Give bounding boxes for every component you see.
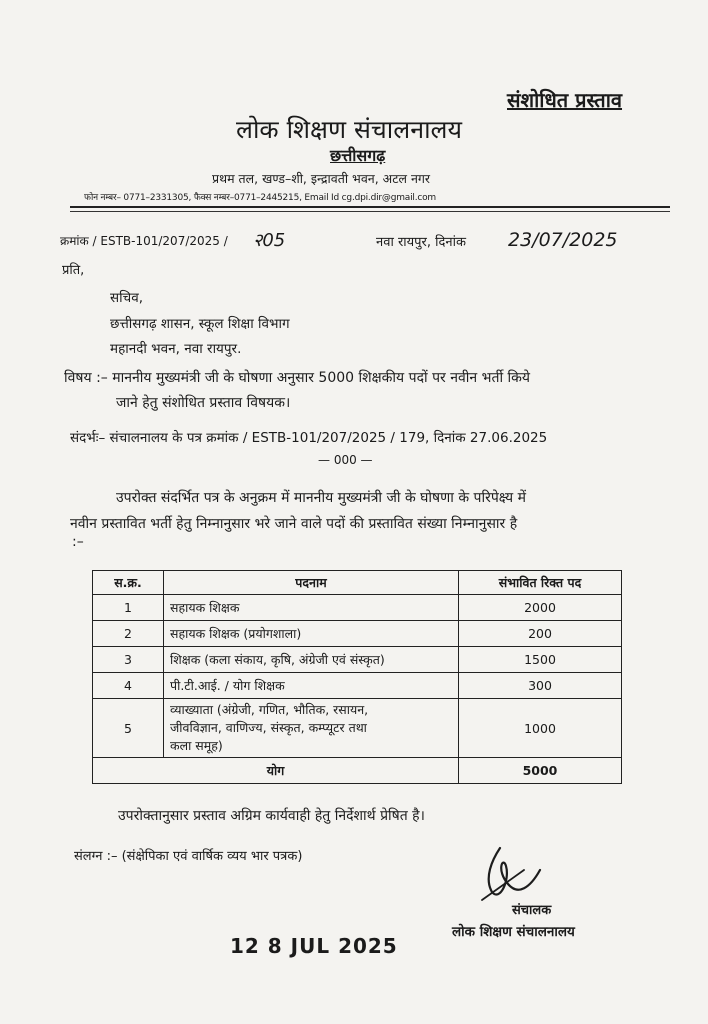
post-name-line: व्याख्याता (अंग्रेजी, गणित, भौतिक, रसायन, — [170, 702, 369, 717]
office-name: लोक शिक्षण संचालनालय — [236, 115, 462, 144]
recipient-line: महानदी भवन, नवा रायपुर. — [110, 341, 242, 357]
column-header: संभावित रिक्त पद — [459, 571, 622, 595]
subject-line: जाने हेतु संशोधित प्रस्ताव विषयक। — [116, 395, 291, 411]
post-name: सहायक शिक्षक (प्रयोगशाला) — [164, 621, 459, 647]
body-paragraph-line: :– — [72, 534, 84, 550]
table-row — [93, 647, 622, 673]
post-name: शिक्षक (कला संकाय, कृषि, अंग्रेजी एवं संस्कृत) — [164, 647, 459, 673]
office-address: प्रथम तल, खण्ड–शी, इन्द्रावती भवन, अटल नगर — [212, 171, 431, 186]
enclosure-note: संलग्न :– (संक्षेपिका एवं वार्षिक व्यय भार पत्रक) — [74, 849, 303, 864]
post-count: 200 — [459, 621, 622, 647]
recipient-line: सचिव, — [110, 290, 143, 306]
post-count: 300 — [459, 673, 622, 699]
table-row — [93, 699, 622, 758]
table-total-row — [93, 758, 622, 784]
serial-number: 1 — [93, 595, 164, 621]
column-header: स.क्र. — [93, 571, 164, 595]
post-count: 1000 — [459, 699, 622, 758]
serial-number: 4 — [93, 673, 164, 699]
total-label: योग — [93, 758, 459, 784]
body-paragraph-line: नवीन प्रस्तावित भर्ती हेतु निम्नानुसार भरे जाने वाले पदों की प्रस्तावित संख्या निम्नानुसार है — [70, 516, 518, 532]
header-rule — [70, 206, 670, 208]
signatory-office: लोक शिक्षण संचालनालय — [452, 924, 575, 940]
posts-table — [92, 570, 622, 784]
separator: — 000 — — [318, 453, 373, 467]
salutation-to: प्रति, — [62, 263, 85, 278]
post-name-line: कला समूह) — [170, 738, 223, 753]
office-contact: फोन नम्बर– 0771–2331305, फैक्स नम्बर–0771–2445215, Email Id cg.dpi.dir@gmail.com — [84, 193, 436, 203]
post-name: सहायक शिक्षक — [164, 595, 459, 621]
received-date-stamp: 12 8 JUL 2025 — [230, 934, 398, 958]
reference-number: क्रमांक / ESTB-101/207/2025 / — [60, 234, 228, 248]
place-date-label: नवा रायपुर, दिनांक — [376, 235, 466, 250]
header-rule-thin — [70, 211, 670, 212]
body-paragraph-line: उपरोक्त संदर्भित पत्र के अनुक्रम में माननीय मुख्यमंत्री जी के घोषणा के परिपेक्ष्य में — [116, 490, 526, 506]
table-header-row — [93, 571, 622, 595]
post-name: पी.टी.आई. / योग शिक्षक — [164, 673, 459, 699]
total-value: 5000 — [459, 758, 622, 784]
subject-line: विषय :– माननीय मुख्यमंत्री जी के घोषणा अनुसार 5000 शिक्षकीय पदों पर नवीन भर्ती किये — [64, 370, 531, 386]
table-row — [93, 673, 622, 699]
post-count: 1500 — [459, 647, 622, 673]
serial-number: 3 — [93, 647, 164, 673]
signatory-designation: संचालक — [512, 903, 552, 918]
recipient-line: छत्तीसगढ़ शासन, स्कूल शिक्षा विभाग — [110, 316, 290, 332]
post-name-line: जीवविज्ञान, वाणिज्य, संस्कृत, कम्प्यूटर तथा — [170, 720, 367, 735]
reference-line: संदर्भः– संचालनालय के पत्र क्रमांक / ESTB-101/207/2025 / 179, दिनांक 27.06.2025 — [70, 430, 548, 446]
reference-number-handwritten: २05 — [253, 230, 286, 251]
revised-proposal-heading: संशोधित प्रस्ताव — [507, 88, 623, 112]
serial-number: 2 — [93, 621, 164, 647]
table-row — [93, 595, 622, 621]
date-handwritten: 23/07/2025 — [508, 229, 618, 251]
state-name: छत्तीसगढ़ — [330, 146, 386, 165]
column-header: पदनाम — [164, 571, 459, 595]
serial-number: 5 — [93, 699, 164, 758]
post-name — [164, 699, 459, 758]
forward-note: उपरोक्तानुसार प्रस्ताव अग्रिम कार्यवाही हेतु निर्देशार्थ प्रेषित है। — [118, 808, 425, 824]
table-row — [93, 621, 622, 647]
post-count: 2000 — [459, 595, 622, 621]
